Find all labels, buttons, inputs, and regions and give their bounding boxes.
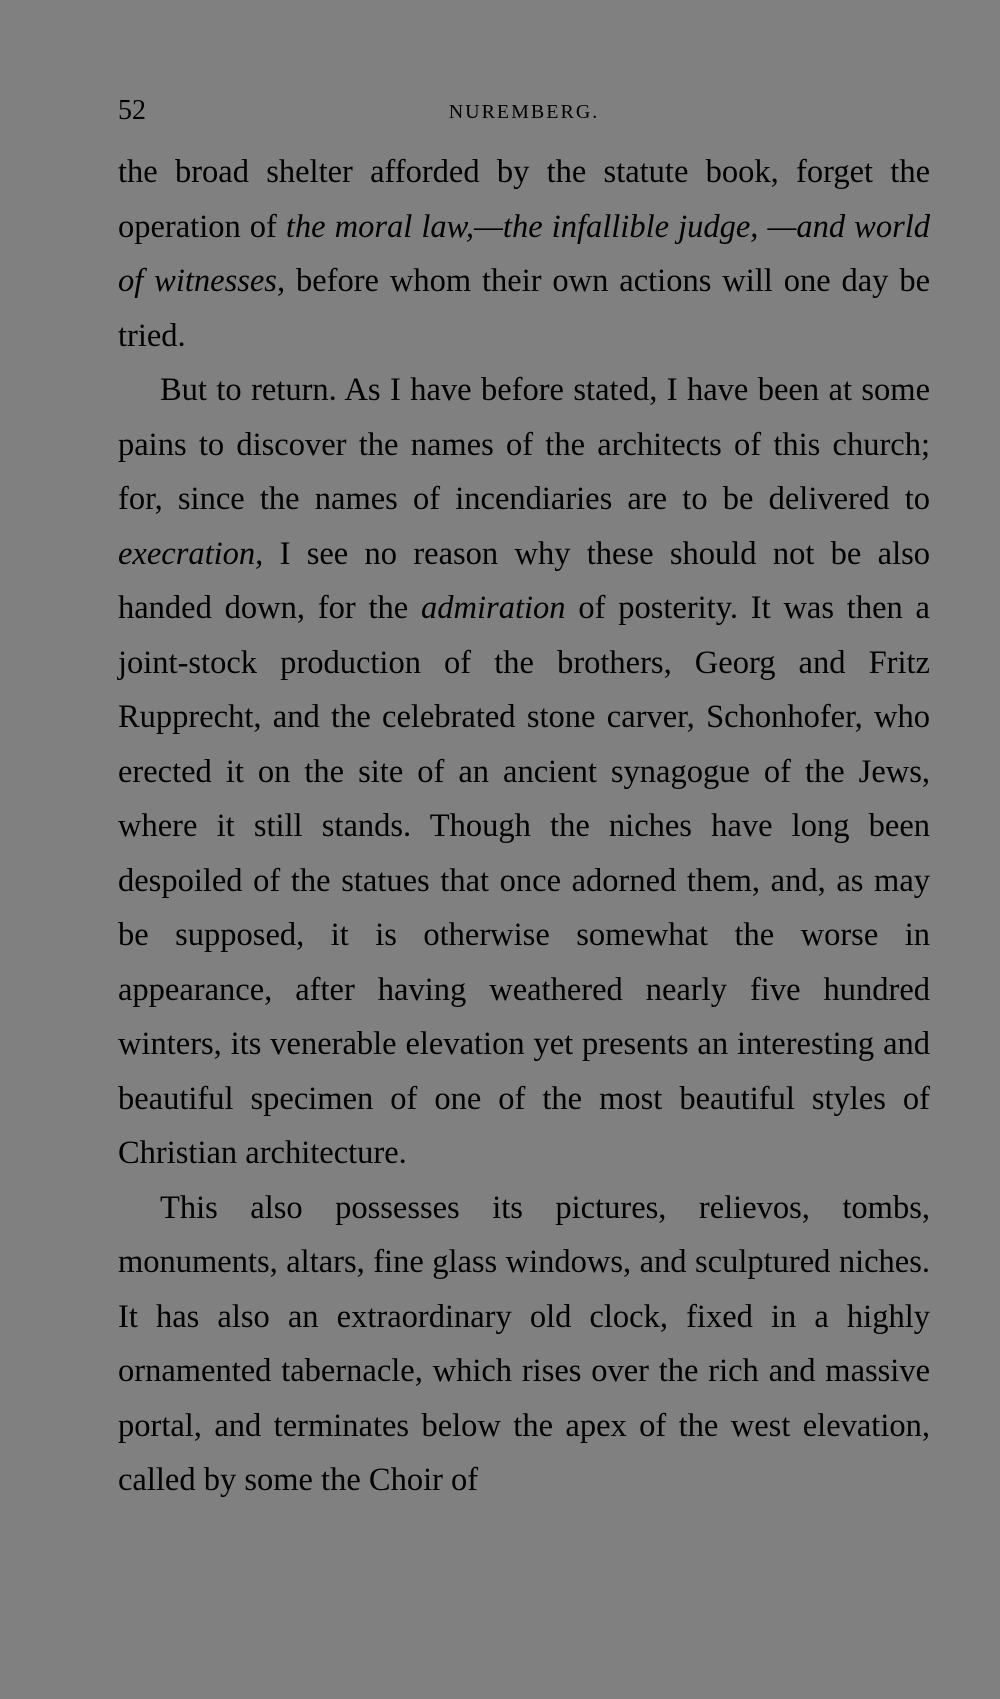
body-text: [118, 145, 930, 1508]
paragraph-3: [118, 1181, 930, 1508]
italic-run: admiration: [421, 590, 566, 626]
text-run: This also possesses its pictures, relievos, tombs, monuments, altars, fine glass windows, and sculptured niches. It has also an extraordinary old clock, fixed in a highly ornamented tabernacle, which rises over the rich and massive portal, and terminates below the apex of the west elevation, called by some the Choir of: [118, 1189, 930, 1498]
italic-run: execration,: [118, 535, 264, 572]
running-head: NUREMBERG.: [448, 101, 600, 123]
text-run: I see no reason why these should not be also handed down, for the: [118, 535, 930, 626]
page-number: 52: [118, 95, 146, 126]
paragraph-2: [118, 363, 930, 1181]
italic-run: the moral law,—the infallible judge, —and world of witnesses,: [118, 208, 930, 299]
text-run: the broad shelter afforded by the statute book, forget the operation of: [118, 154, 930, 245]
text-run: But to return. As I have before stated, I have been at some pains to discover the names of the architects of this church; for, since the names of incendiaries are to be delivered to: [118, 372, 930, 517]
text-run: before whom their own actions will one day be tried.: [118, 263, 930, 354]
page-header: [118, 95, 930, 135]
book-page: [118, 95, 930, 1508]
text-run: of posterity. It was then a joint-stock production of the brothers, Georg and Fritz Rupprecht, and the celebrated stone carver, Schonhofer, who erected it on the site of an ancient synagogue of the Jews, where it still stands. Though the niches have long been despoiled of the statues that once adorned them, and, as may be supposed, it is otherwise somewhat the worse in appearance, after having weathered nearly five hundred winters, its venerable elevation yet presents an interesting and beautiful specimen of one of the most beautiful styles of Christian architecture.: [118, 590, 930, 1171]
paragraph-1: [118, 145, 930, 363]
